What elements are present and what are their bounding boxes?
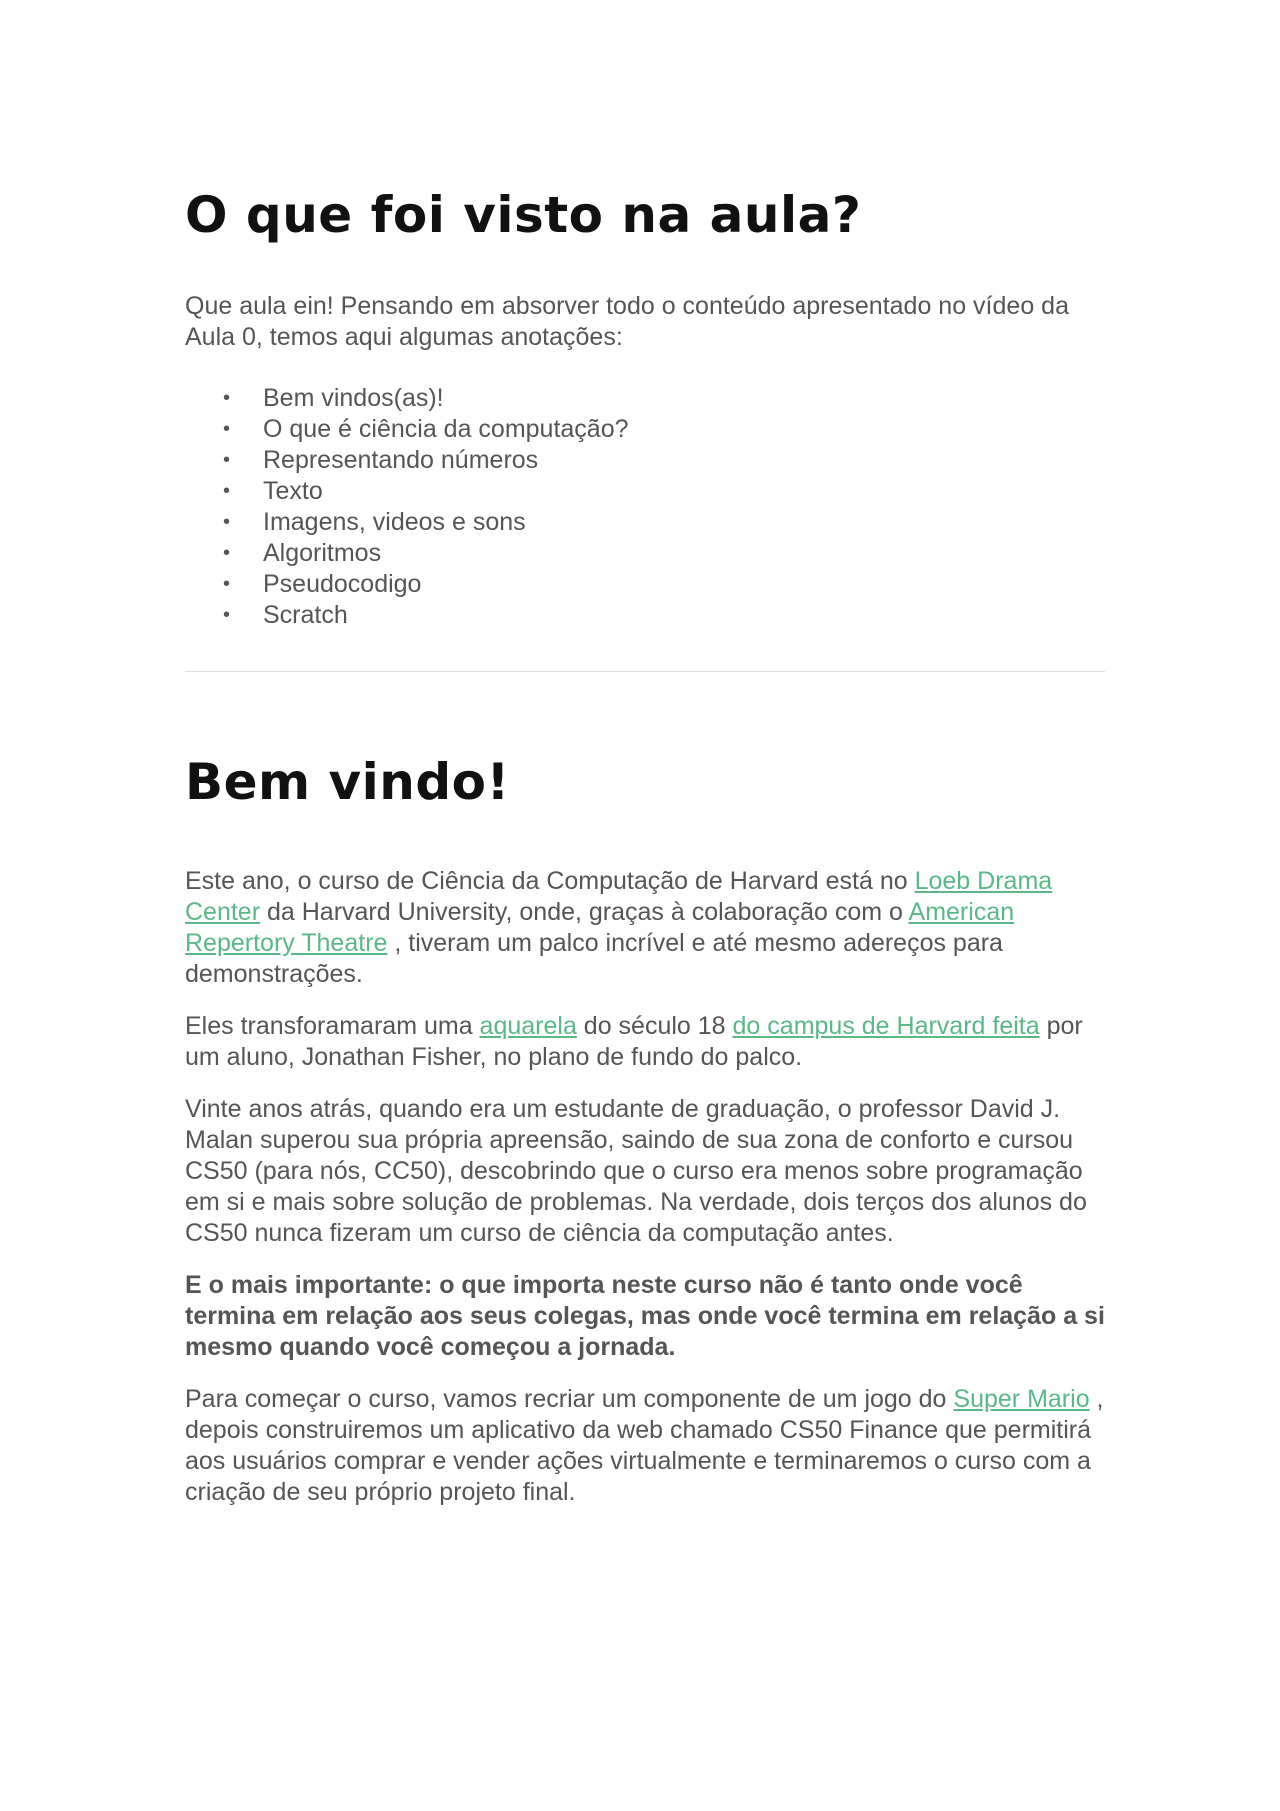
paragraph-super-mario: Para começar o curso, vamos recriar um componente de um jogo do Super Mario , depois construiremos um aplicativo da web chamado CS50 Finance que permitirá aos usuários comprar e vender ações virtualmente e terminaremos o curso com a criação de seu próprio projeto final. — [185, 1385, 1104, 1506]
paragraph-loeb-drama-center: Este ano, o curso de Ciência da Computação de Harvard está no Loeb Drama Center da Harvard University, onde, graças à colaboração com o American Repertory Theatre , tiveram um palco incrível e até mesmo adereços para demonstrações. — [185, 867, 1053, 988]
list-item: • Algoritmos — [223, 539, 382, 567]
paragraph-important — [185, 1270, 1105, 1363]
list-item: • O que é ciência da computação? — [223, 415, 629, 443]
bullet-icon: • — [223, 480, 231, 502]
list-item: • Scratch — [223, 601, 348, 629]
section1-title: O que foi visto na aula? — [185, 186, 862, 244]
bullet-icon: • — [223, 542, 231, 564]
list-item: • Imagens, videos e sons — [223, 508, 526, 536]
list-item: • Pseudocodigo — [223, 570, 422, 598]
section1-intro: Que aula ein! Pensando em absorver todo o conteúdo apresentado no vídeo da Aula 0, temos aqui algumas anotações: — [185, 292, 1069, 351]
list-item: • Representando números — [223, 446, 539, 474]
section-divider — [185, 671, 1105, 672]
paragraph-aquarela: Eles transforamaram uma aquarela do século 18 do campus de Harvard feita por um aluno, Jonathan Fisher, no plano de fundo do palco. — [185, 1012, 1083, 1071]
aquarela-link[interactable]: aquarela — [479, 1012, 577, 1040]
section2-title: Bem vindo! — [185, 753, 510, 811]
bullet-icon: • — [223, 449, 231, 471]
bullet-icon: • — [223, 604, 231, 626]
bullet-icon: • — [223, 573, 231, 595]
paragraph-david-malan: Vinte anos atrás, quando era um estudante de graduação, o professor David J. Malan superou sua própria apreensão, saindo de sua zona de conforto e cursou CS50 (para nós, CC50), descobrindo que o curso era menos sobre programação em si e mais sobre solução de problemas. Na verdade, dois terços dos alunos do CS50 nunca fizeram um curso de ciência da computação antes. — [185, 1095, 1087, 1247]
list-item: • Bem vindos(as)! — [223, 384, 444, 412]
loeb-drama-center-link[interactable]: Loeb Drama Center — [185, 867, 1053, 926]
topics-list — [185, 383, 1105, 631]
bullet-icon: • — [223, 511, 231, 533]
important-bold-text: E o mais importante: o que importa neste curso não é tanto onde você termina em relação aos seus colegas, mas onde você termina em relação a si mesmo quando você começou a jornada. — [185, 1271, 1105, 1361]
bullet-icon: • — [223, 418, 231, 440]
bullet-icon: • — [223, 387, 231, 409]
super-mario-link[interactable]: Super Mario — [953, 1385, 1090, 1413]
american-repertory-theatre-link[interactable]: American Repertory Theatre — [185, 898, 1015, 957]
list-item: • Texto — [223, 477, 323, 505]
harvard-campus-link[interactable]: do campus de Harvard feita — [732, 1012, 1040, 1040]
document-page — [185, 185, 1105, 1508]
